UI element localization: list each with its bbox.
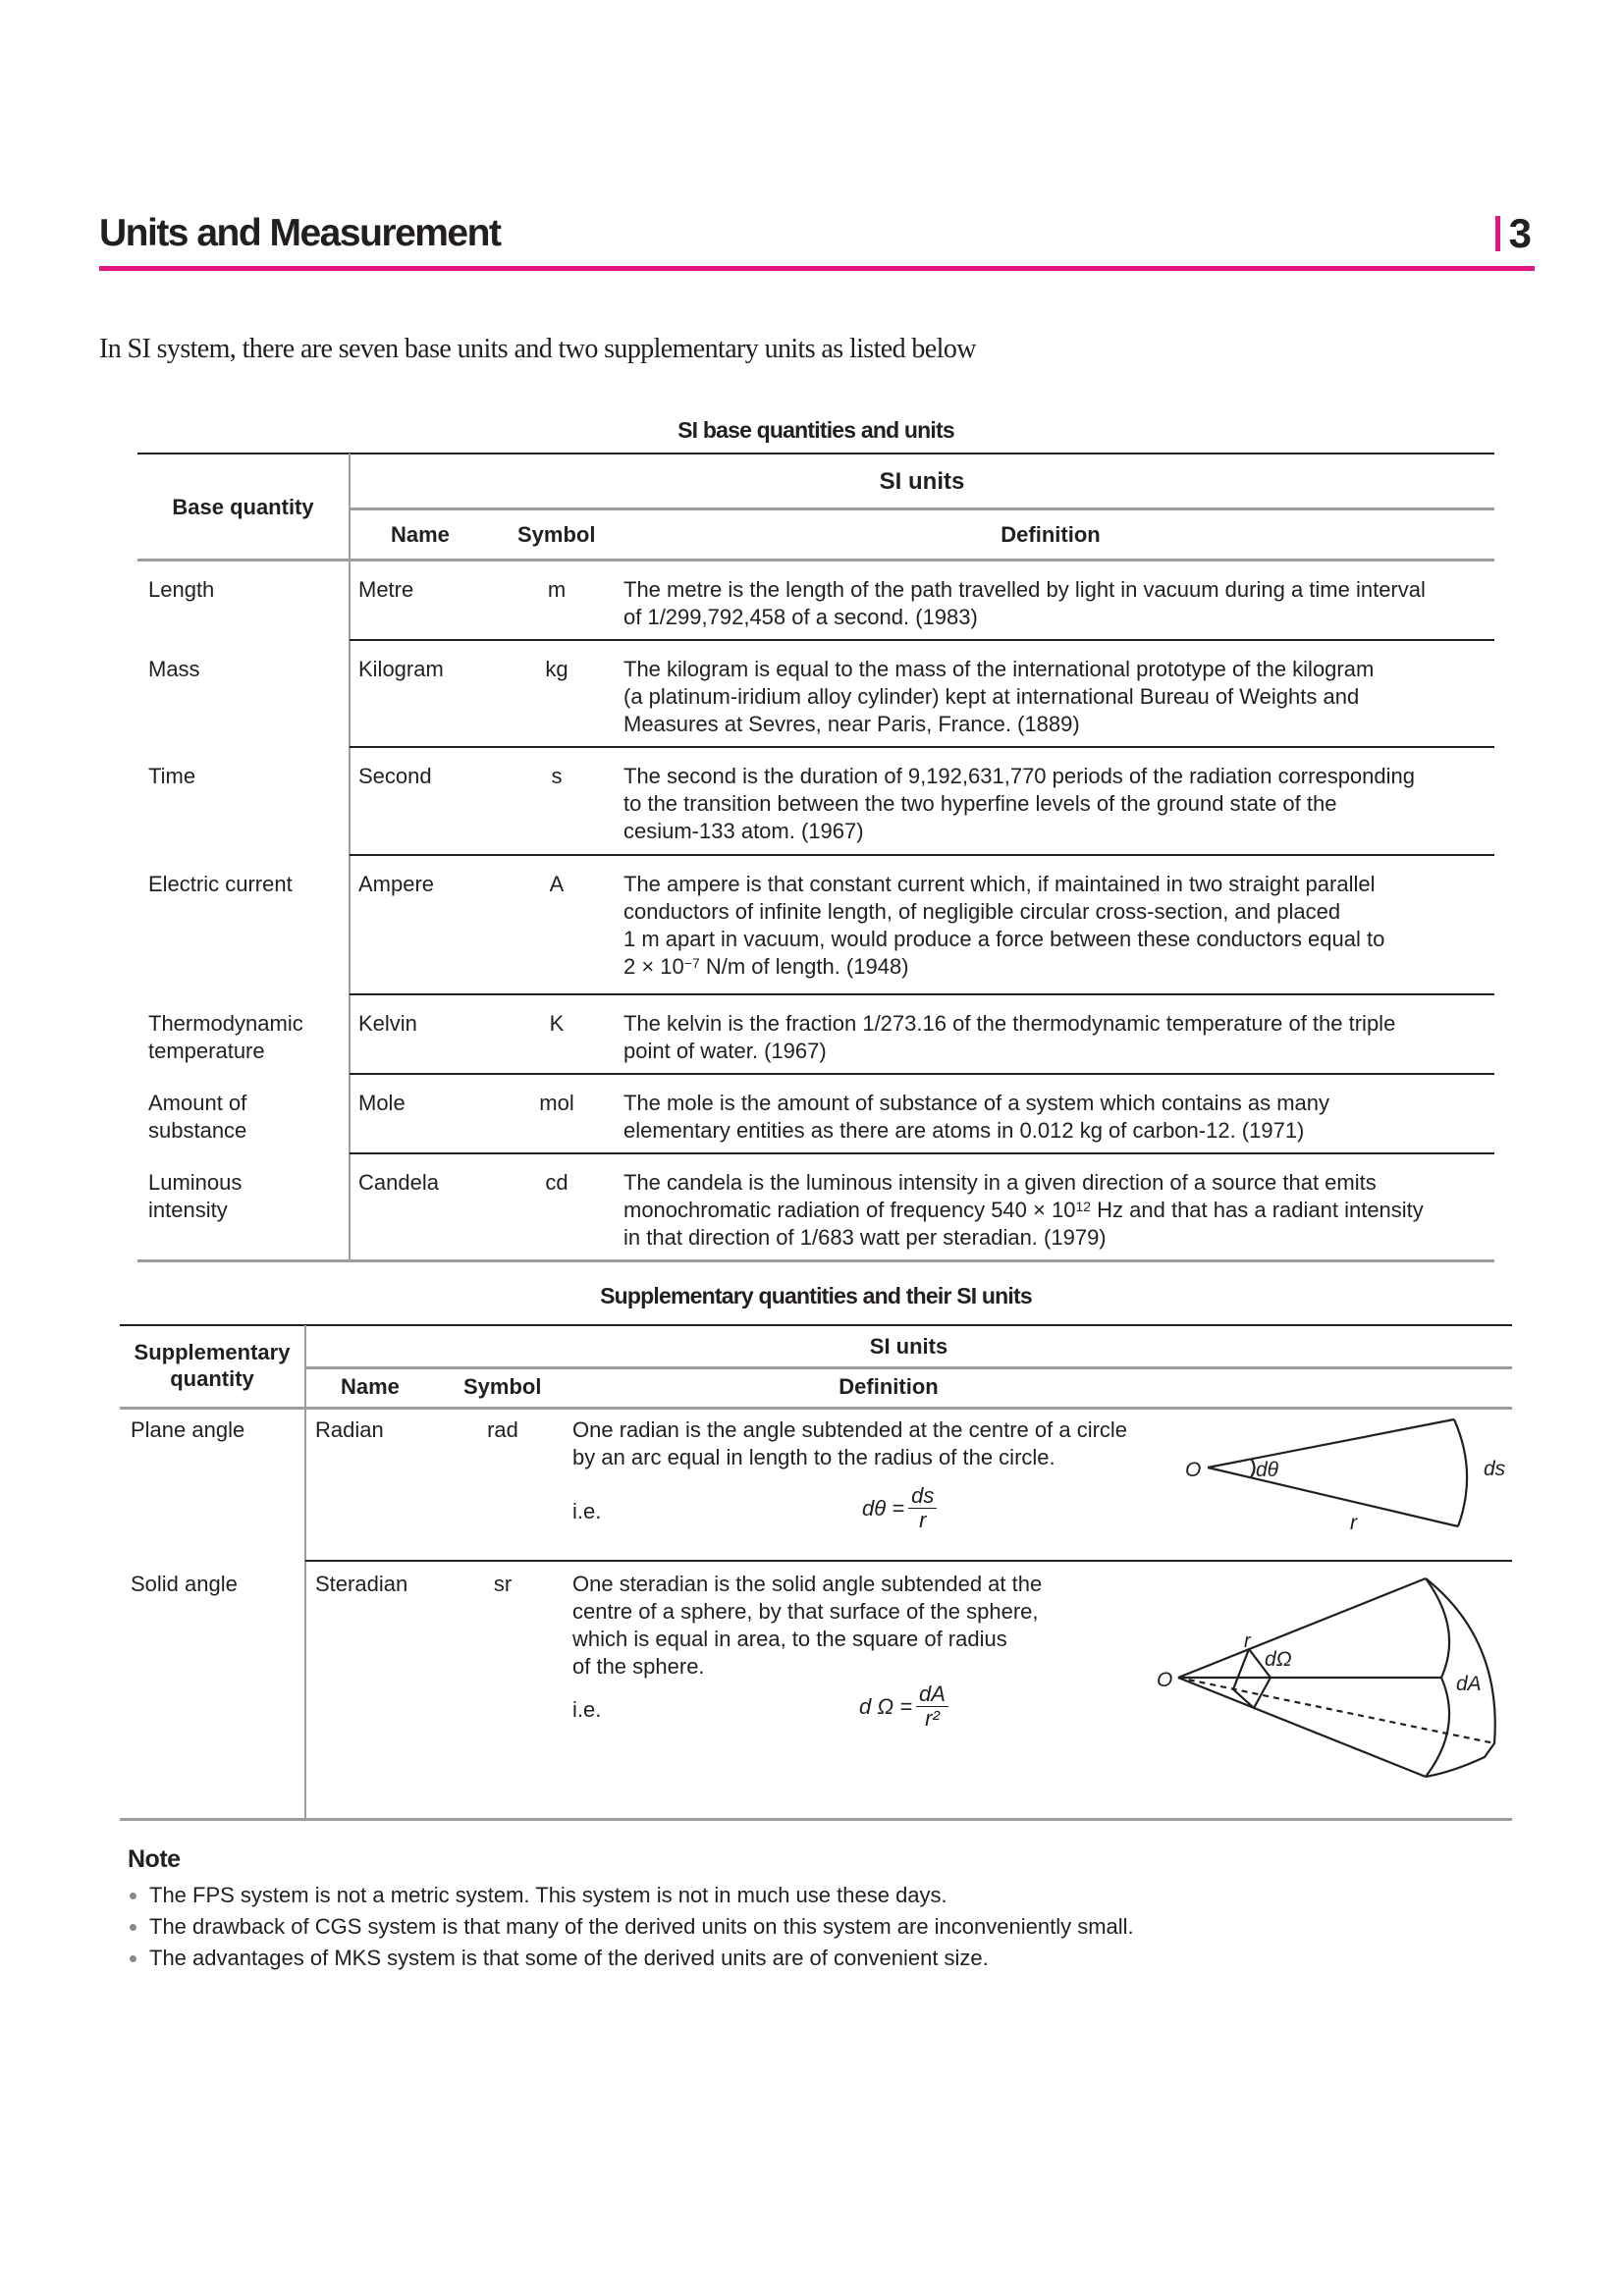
table-top-rule [137,453,1494,454]
page-number-accent-bar [1495,216,1500,251]
header-bottom-rule [137,559,1494,561]
label-domega: dΩ [1265,1648,1292,1671]
label-origin: O [1185,1459,1202,1481]
definition-line: to the transition between the two hyperfine levels of the ground state of the [623,791,1337,816]
symbol-cell: rad [487,1417,518,1442]
definition-line: (a platinum-iridium alloy cylinder) kept at international Bureau of Weights and [623,684,1360,709]
definition-cell [623,1010,1395,1065]
denominator: r² [925,1706,940,1731]
definition-line: The metre is the length of the path travelled by light in vacuum during a time interval [623,577,1426,602]
header-name: Name [391,522,450,547]
table-top-rule [120,1324,1512,1326]
text-run: N/m of length. (1948) [699,954,909,979]
exponent: 12 [1075,1199,1092,1214]
page-number [1495,210,1532,257]
radius-line-upper [1208,1419,1454,1468]
header-sub-rule [305,1366,1512,1369]
label-r: r [1244,1630,1251,1652]
header-definition: Definition [1001,522,1101,547]
header-supplementary-quantity [120,1339,304,1392]
symbol-cell: A [549,872,565,896]
denominator: r [919,1508,927,1532]
note-title: Note [128,1845,181,1873]
quantity-cell: Solid angle [131,1572,238,1596]
cone-edge-upper [1178,1578,1426,1678]
header-base-quantity: Base quantity [172,495,314,519]
quantity-line: temperature [148,1039,265,1063]
radius-line-lower [1208,1468,1458,1526]
header-symbol: Symbol [463,1374,542,1399]
header-rule [99,266,1535,271]
definition-line: in that direction of 1/683 watt per steradian. (1979) [623,1225,1107,1250]
text-run: 2 × 10 [623,954,684,979]
fraction [908,1484,937,1532]
header-sub-rule [350,507,1494,510]
definition-cell [623,1169,1424,1252]
quantity-cell [148,1169,242,1224]
symbol-cell: s [551,764,563,788]
angle-arc [1251,1459,1255,1477]
note-item: The drawback of CGS system is that many of the derived units on this system are inconveniently small. [128,1911,1134,1943]
symbol-cell: sr [493,1572,513,1596]
quantity-cell: Mass [148,657,200,681]
row-divider [350,854,1494,856]
symbol-cell: m [547,577,567,602]
definition-line: The mole is the amount of substance of a system which contains as many [623,1091,1330,1115]
formula-lhs: d Ω = [859,1693,913,1719]
row-divider [350,746,1494,748]
table-bottom-rule [120,1818,1512,1821]
definition-line: point of water. (1967) [623,1039,827,1063]
label-r: r [1350,1512,1357,1534]
column-divider [349,454,351,1260]
definition-line: of 1/299,792,458 of a second. (1983) [623,605,978,629]
definition-line: The kilogram is equal to the mass of the international prototype of the kilogram [623,657,1375,681]
header-name: Name [341,1374,400,1399]
plane-angle-diagram [1173,1409,1527,1536]
name-cell: Kilogram [358,657,444,681]
ie-label: i.e. [572,1697,602,1722]
column-divider [304,1325,306,1818]
definition-line: One steradian is the solid angle subtended at the [572,1572,1043,1596]
definition-cell [623,576,1426,631]
header-si-units: SI units [869,1334,948,1359]
quantity-line: substance [148,1118,247,1143]
quantity-cell: Electric current [148,872,293,896]
table-title: SI base quantities and units [677,417,954,443]
quantity-cell: Time [148,764,196,788]
row-divider [350,1152,1494,1154]
note-item: The advantages of MKS system is that some of the derived units are of convenient size. [128,1943,1134,1974]
definition-cell [572,1571,1042,1681]
name-cell: Radian [315,1417,384,1442]
name-cell: Metre [358,577,414,602]
definition-cell [623,656,1374,738]
label-origin: O [1157,1669,1173,1691]
definition-cell [623,1090,1329,1145]
note-item: The FPS system is not a metric system. This system is not in much use these days. [128,1880,1134,1911]
header-definition: Definition [839,1374,939,1399]
quantity-line: Luminous [148,1170,243,1195]
quantity-line: Thermodynamic [148,1011,303,1036]
row-divider [350,1073,1494,1075]
definition-line: centre of a sphere, by that surface of the sphere, [572,1599,1039,1624]
header-symbol: Symbol [517,522,596,547]
table-bottom-rule [137,1259,1494,1262]
header-line: Supplementary [134,1340,291,1364]
name-cell: Kelvin [358,1011,417,1036]
definition-line [623,1197,1424,1224]
text-run: monochromatic radiation of frequency 540 × 10 [623,1198,1076,1222]
symbol-cell: kg [545,657,568,681]
quantity-cell [148,1010,303,1065]
definition-line: by an arc equal in length to the radius of the circle. [572,1445,1055,1469]
row-divider [350,993,1494,995]
numerator: dA [916,1682,948,1707]
label-ds: ds [1484,1458,1506,1480]
intro-text: In SI system, there are seven base units and two supplementary units as listed below [99,334,976,364]
definition-line: The candela is the luminous intensity in a given direction of a source that emits [623,1170,1377,1195]
definition-line: elementary entities as there are atoms in 0.012 kg of carbon-12. (1971) [623,1118,1305,1143]
numerator: ds [908,1484,937,1509]
definition-cell [623,763,1415,845]
text-run: Hz and that has a radiant intensity [1091,1198,1424,1222]
chapter-title: Units and Measurement [99,212,501,254]
page-number-value: 3 [1508,210,1532,256]
definition-line: Measures at Sevres, near Paris, France. (1889) [623,712,1080,736]
name-cell: Second [358,764,432,788]
exponent: −7 [683,955,700,971]
header-si-units: SI units [879,468,965,495]
definition-line: The kelvin is the fraction 1/273.16 of the thermodynamic temperature of the triple [623,1011,1396,1036]
definition-cell [572,1416,1127,1471]
definition-line: which is equal in area, to the square of radius [572,1627,1007,1651]
quantity-line: Amount of [148,1091,247,1115]
note-list [128,1880,1134,1974]
quantity-line: intensity [148,1198,228,1222]
name-cell: Steradian [315,1572,408,1596]
definition-line: 1 m apart in vacuum, would produce a force between these conductors equal to [623,927,1385,951]
name-cell: Mole [358,1091,406,1115]
definition-line: cesium-133 atom. (1967) [623,819,864,843]
cone-edge-lower [1178,1678,1426,1777]
fraction [916,1682,948,1731]
name-cell: Candela [358,1170,439,1195]
steradian-formula [859,1682,948,1731]
radian-formula [862,1484,937,1532]
quantity-cell [148,1090,246,1145]
name-cell: Ampere [358,872,435,896]
quantity-cell: Plane angle [131,1417,245,1442]
ie-label: i.e. [572,1499,602,1523]
symbol-cell: cd [545,1170,568,1195]
table-title: Supplementary quantities and their SI units [600,1283,1032,1308]
symbol-cell: mol [539,1091,574,1115]
definition-line: The second is the duration of 9,192,631,770 periods of the radiation corresponding [623,764,1415,788]
label-dtheta: dθ [1256,1459,1279,1481]
arc-ds [1454,1419,1467,1526]
definition-cell [623,871,1384,981]
label-da: dA [1456,1673,1482,1695]
definition-line: conductors of infinite length, of negligible circular cross-section, and placed [623,899,1341,924]
definition-line: The ampere is that constant current which, if maintained in two straight parallel [623,872,1376,896]
row-divider [350,639,1494,641]
formula-lhs: dθ = [862,1495,905,1521]
definition-line: One radian is the angle subtended at the centre of a circle [572,1417,1128,1442]
symbol-cell: K [549,1011,565,1036]
header-line: quantity [170,1366,254,1391]
quantity-cell: Length [148,577,215,602]
row-divider [305,1560,1512,1562]
definition-line: of the sphere. [572,1654,705,1679]
definition-line [623,953,1384,981]
solid-angle-diagram [1149,1571,1522,1806]
